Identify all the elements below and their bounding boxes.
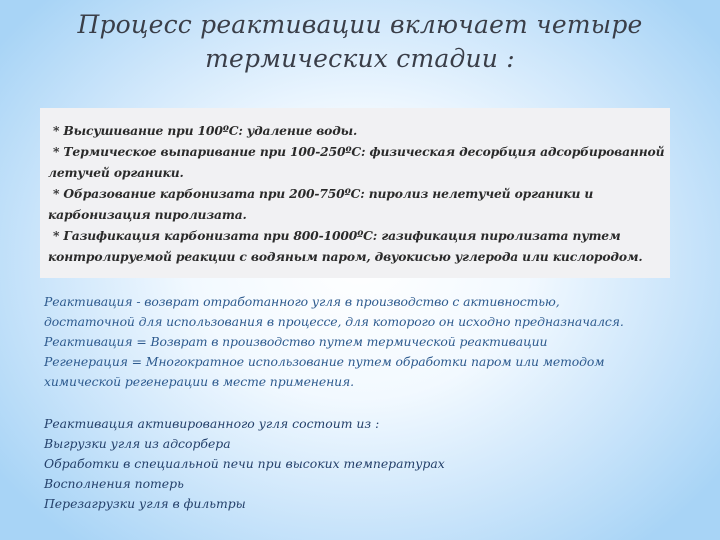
definition-line: Реактивация = Возврат в производство путем термической реактивации xyxy=(44,334,548,349)
slide-title xyxy=(60,8,660,76)
definition-line: Регенерация = Многократное использование путем обработки паром или методом xyxy=(44,354,605,369)
stage-3-line: * Образование карбонизата при 200-750ºС: пиролиз нелетучей органики и xyxy=(53,186,594,201)
stages-list xyxy=(48,120,666,267)
reactivation-steps-block xyxy=(44,414,604,514)
definition-line: Реактивация - возврат отработанного угля в производство с активностью, xyxy=(44,294,560,309)
stage-4-continuation: контролируемой реакции с водяным паром, двуокисью углерода или кислородом. xyxy=(48,249,643,264)
stage-2-continuation: летучей органики. xyxy=(48,165,184,180)
step-item: Обработки в специальной печи при высоких температурах xyxy=(44,456,445,471)
slide-title-line-2: термических стадии : xyxy=(205,44,515,73)
stage-4-line: * Газификация карбонизата при 800-1000ºС: газификация пиролизата путем xyxy=(53,228,621,243)
definition-line: достаточной для использования в процессе, для которого он исходно предназначался. xyxy=(44,314,624,329)
stage-1-line: * Высушивание при 100ºС: удаление воды. xyxy=(53,123,358,138)
definitions-block xyxy=(44,292,684,392)
steps-heading: Реактивация активированного угля состоит из : xyxy=(44,416,380,431)
step-item: Выгрузки угля из адсорбера xyxy=(44,436,231,451)
stage-2-line: * Термическое выпаривание при 100-250ºС: физическая десорбция адсорбированной xyxy=(53,144,665,159)
stage-3-continuation: карбонизация пиролизата. xyxy=(48,207,247,222)
definition-line: химической регенерации в месте применения. xyxy=(44,374,354,389)
step-item: Перезагрузки угля в фильтры xyxy=(44,496,246,511)
step-item: Восполнения потерь xyxy=(44,476,184,491)
slide-title-line-1: Процесс реактивации включает четыре xyxy=(77,10,643,39)
